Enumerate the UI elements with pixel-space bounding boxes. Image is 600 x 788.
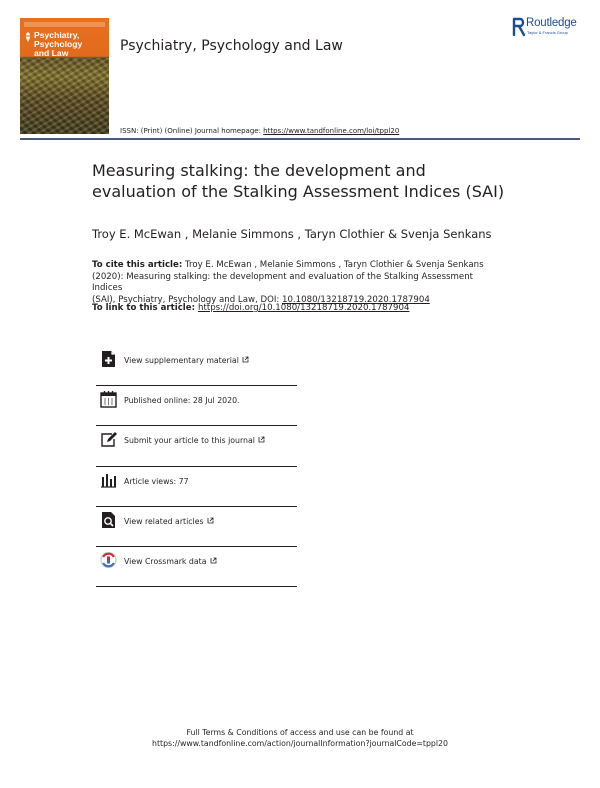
article-title-line: Measuring stalking: the development and xyxy=(92,161,426,180)
article-views xyxy=(96,467,297,507)
publisher-name: Routledge xyxy=(526,17,577,29)
publisher-tagline: Taylor & Francis Group xyxy=(527,30,568,35)
submit-article[interactable] xyxy=(96,426,297,466)
article-title-line: evaluation of the Stalking Assessment Indices (SAI) xyxy=(92,182,505,201)
footer-journal-link[interactable]: https://www.tandfonline.com/action/journalInformation?journalCode=tppl20 xyxy=(152,739,448,748)
crossmark-icon xyxy=(100,551,117,569)
plus-document-icon xyxy=(100,350,117,368)
routledge-logo-icon xyxy=(512,17,526,37)
edit-icon xyxy=(100,430,117,448)
cover-logo-icon xyxy=(23,31,33,43)
doi-link[interactable]: 10.1080/13218719.2020.1787904 xyxy=(282,294,430,305)
authors: Troy E. McEwan , Melanie Simmons , Taryn Clothier & Svenja Senkans xyxy=(92,227,492,241)
external-link-icon xyxy=(207,517,214,524)
article-title xyxy=(92,160,552,202)
cover-title-line: and Law xyxy=(34,48,69,58)
issn-text: ISSN: (Print) (Online) Journal homepage: xyxy=(120,127,264,135)
action-label: View Crossmark data xyxy=(124,556,207,566)
journal-cover xyxy=(20,18,109,134)
external-link-icon xyxy=(210,557,217,564)
header-divider xyxy=(20,138,580,140)
cover-title-line: Psychology xyxy=(34,39,83,49)
article-actions xyxy=(96,346,297,587)
action-label: View supplementary material xyxy=(124,356,239,365)
link-label: To link to this article: xyxy=(92,303,199,313)
link-block xyxy=(92,303,409,313)
cite-source: (SAI), Psychiatry, Psychology and Law, DOI: xyxy=(92,294,282,305)
footer-terms: Full Terms & Conditions of access and use can be found at xyxy=(186,728,414,737)
journal-name: Psychiatry, Psychology and Law xyxy=(120,38,343,54)
cover-artwork xyxy=(20,58,109,134)
cite-label: To cite this article: xyxy=(92,260,183,270)
action-label: Published online: 28 Jul 2020. xyxy=(124,396,240,406)
journal-homepage-link[interactable]: https://www.tandfonline.com/loi/tppl20 xyxy=(263,127,400,135)
article-link[interactable]: https://doi.org/10.1080/13218719.2020.1787904 xyxy=(198,303,410,313)
view-crossmark-data[interactable] xyxy=(96,547,297,587)
search-document-icon xyxy=(100,511,117,529)
cite-text: (2020): Measuring stalking: the development and evaluation of the Stalking Assessment Indices xyxy=(92,271,474,293)
cite-authors: Troy E. McEwan , Melanie Simmons , Taryn Clothier & Svenja Senkans xyxy=(182,260,484,270)
publisher-logo xyxy=(512,17,584,41)
cover-title-line: Psychiatry, xyxy=(34,30,80,40)
calendar-icon xyxy=(100,390,117,408)
action-label: Article views: 77 xyxy=(124,476,189,486)
cover-strip xyxy=(24,22,105,27)
view-related-articles[interactable] xyxy=(96,507,297,547)
citation-block xyxy=(92,260,492,306)
issn-line xyxy=(120,127,399,135)
action-label: View related articles xyxy=(124,516,204,526)
external-link-icon xyxy=(258,436,265,443)
footer xyxy=(0,727,600,749)
view-supplementary-material[interactable] xyxy=(96,346,297,386)
external-link-icon xyxy=(242,356,249,363)
published-online xyxy=(96,386,297,426)
bar-chart-icon xyxy=(100,471,117,489)
cover-title xyxy=(34,31,108,58)
action-label: Submit your article to this journal xyxy=(124,436,255,446)
